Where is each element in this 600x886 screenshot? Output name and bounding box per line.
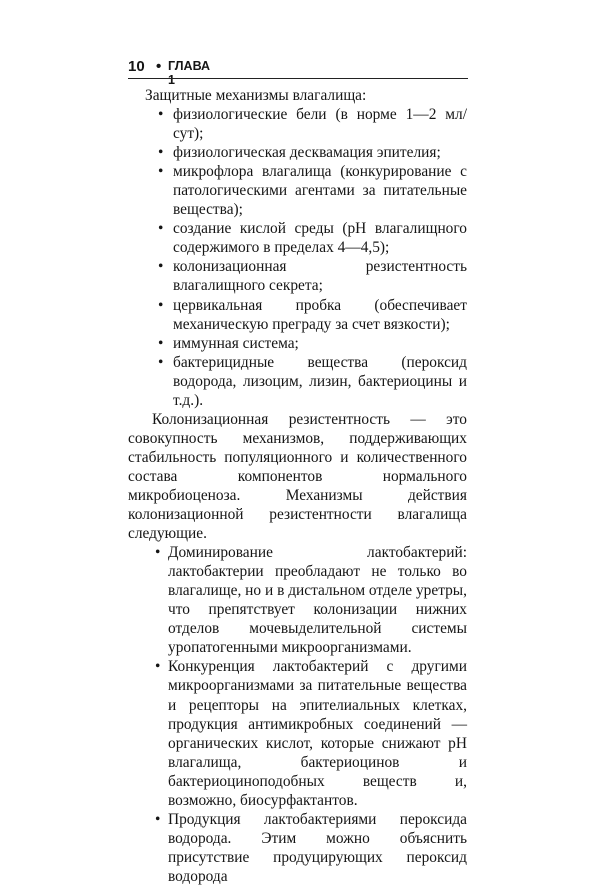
page-number: 10 <box>128 58 145 75</box>
list-item: • цервикальная пробка (обеспечивает механическую преграду за счет вязкости); <box>158 296 467 333</box>
bullet-icon: • <box>158 334 164 352</box>
list-item: • создание кислой среды (pH влагалищного содержимого в пределах 4—4,5); <box>158 220 467 257</box>
header-bullet: • <box>156 58 162 75</box>
list-item: • Конкуренция лактобактерий с другими микроорганизмами за питательные вещества и рецепторы на эпителиальных клетках, продукция антимикробных соединений — органических кислот, которые снижают pH влагалища, бактериоцинов и бактериоциноподобных веществ и, возможно, биосурфактантов. <box>155 658 467 809</box>
bullet-icon: • <box>155 544 161 562</box>
list-item: • бактерицидные вещества (пероксид водорода, лизоцим, лизин, бактериоцины и т.д.). <box>158 353 467 409</box>
defense-mechanisms-list <box>128 105 467 410</box>
bullet-icon: • <box>158 220 164 238</box>
header-rule <box>128 78 468 79</box>
list-item: • иммунная система; <box>158 334 299 352</box>
bullet-icon: • <box>158 353 164 371</box>
bullet-icon: • <box>155 658 161 676</box>
bullet-icon: • <box>158 296 164 314</box>
bullet-icon: • <box>158 258 164 276</box>
list-item: • колонизационная резистентность влагалищного секрета; <box>158 258 467 295</box>
list-item: • Доминирование лактобактерий: лактобактерии преобладают не только во влагалище, но и в дистальном отделе уретры, что препятствует колонизации нижних отделов мочевыделительной системы уропатогенными микроорганизмами. <box>155 544 467 657</box>
bullet-icon: • <box>158 163 164 181</box>
page-body <box>128 86 467 886</box>
bullet-icon: • <box>155 810 161 828</box>
list-item: • физиологические бели (в норме 1—2 мл/сут); <box>158 106 467 143</box>
list-item: • микрофлора влагалища (конкурирование с патологическими агентами за питательные вещества); <box>158 163 467 219</box>
bullet-icon: • <box>158 144 164 162</box>
chapter-title: ГЛАВА 1 <box>168 59 211 87</box>
resistance-mechanisms-list <box>128 543 467 886</box>
list-item: • физиологическая десквамация эпителия; <box>158 144 441 162</box>
list-item: • Продукция лактобактериями пероксида водорода. Этим можно объяснить присутствие продуцирующих пероксид водорода <box>155 810 467 885</box>
body-paragraph: Колонизационная резистентность — это совокупность механизмов, поддерживающих стабильность популяционного и количественного состава компонентов нормального микробиоценоза. Механизмы действия колонизационной резистентности влагалища следующие. <box>128 410 467 543</box>
section-heading: Защитные механизмы влагалища: <box>145 87 367 104</box>
bullet-icon: • <box>158 106 164 124</box>
